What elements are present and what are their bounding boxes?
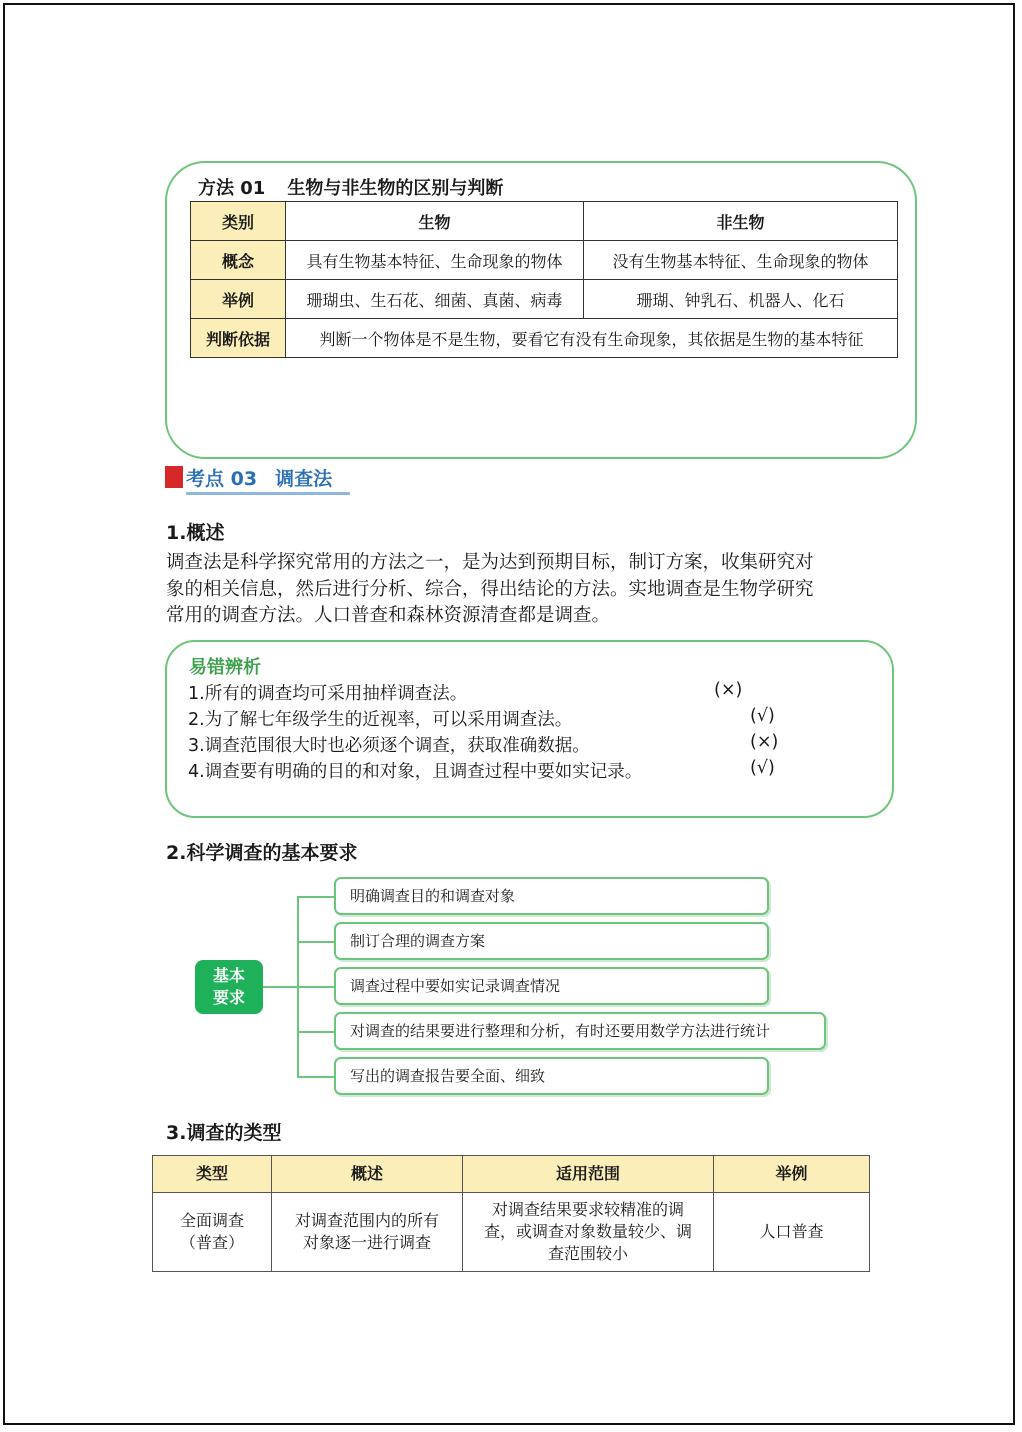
header-category: 类别 <box>191 202 286 241</box>
connector <box>297 941 335 943</box>
mindmap-node: 明确调查目的和调查对象 <box>334 877 769 915</box>
cell-nonbio: 没有生物基本特征、生命现象的物体 <box>584 241 898 280</box>
table-row <box>153 1193 870 1272</box>
paragraph-line: 调查法是科学探究常用的方法之一，是为达到预期目标，制订方案，收集研究对 <box>166 552 814 573</box>
overview-heading: 1.概述 <box>166 522 225 544</box>
cell-line: 对调查范围内的所有 <box>294 1211 439 1230</box>
mindmap-node: 调查过程中要如实记录调查情况 <box>334 967 769 1005</box>
bio-nonbio-table <box>190 201 898 358</box>
method-title-text: 生物与非生物的区别与判断 <box>287 178 504 199</box>
overview-paragraph <box>166 550 866 630</box>
cell-bio: 珊瑚虫、生石花、细菌、真菌、病毒 <box>286 280 584 319</box>
requirements-heading: 2.科学调查的基本要求 <box>166 842 358 864</box>
row-label: 判断依据 <box>191 319 286 358</box>
cell-scope <box>463 1193 714 1272</box>
section-title-text: 调查法 <box>275 468 333 490</box>
method-title <box>198 174 525 200</box>
header-scope: 适用范围 <box>463 1156 714 1193</box>
header-desc: 概述 <box>272 1156 463 1193</box>
table-row <box>191 319 898 358</box>
method-number: 方法 01 <box>198 178 266 199</box>
root-line: 基本 <box>212 966 245 985</box>
header-bio: 生物 <box>286 202 584 241</box>
error-mark: (×) <box>750 732 779 752</box>
connector <box>297 986 335 988</box>
survey-types-table <box>152 1155 870 1272</box>
section-number: 考点 03 <box>186 468 258 490</box>
mindmap-root <box>195 960 263 1014</box>
error-item: 1.所有的调查均可采用抽样调查法。 <box>188 684 468 704</box>
connector <box>297 1031 335 1033</box>
cell-line: 对调查结果要求较精准的调 <box>491 1200 684 1219</box>
connector <box>263 986 299 988</box>
cell-basis: 判断一个物体是不是生物，要看它有没有生命现象，其依据是生物的基本特征 <box>286 319 898 358</box>
cell-line: 查范围较小 <box>547 1244 628 1263</box>
table-row <box>191 241 898 280</box>
section-marker <box>165 466 183 488</box>
cell-line: （普查） <box>179 1233 244 1252</box>
mindmap-node: 对调查的结果要进行整理和分析，有时还要用数学方法进行统计 <box>334 1012 826 1050</box>
cell-type <box>153 1193 272 1272</box>
paragraph-line: 象的相关信息，然后进行分析、综合，得出结论的方法。实地调查是生物学研究 <box>166 578 814 600</box>
table-header-row <box>191 202 898 241</box>
table-row <box>191 280 898 319</box>
connector <box>297 1076 335 1078</box>
mindmap-node: 制订合理的调查方案 <box>334 922 769 960</box>
error-mark: (√) <box>750 706 775 726</box>
root-line: 要求 <box>212 988 245 1007</box>
error-item: 4.调查要有明确的目的和对象，且调查过程中要如实记录。 <box>188 762 643 782</box>
error-mark: (√) <box>750 758 775 778</box>
cell-example: 人口普查 <box>714 1193 870 1272</box>
error-item: 3.调查范围很大时也必须逐个调查，获取准确数据。 <box>188 736 590 756</box>
section-title <box>186 464 350 495</box>
cell-line: 查，或调查对象数量较少、调 <box>483 1222 692 1241</box>
mindmap-node: 写出的调查报告要全面、细致 <box>334 1057 769 1095</box>
cell-desc <box>272 1193 463 1272</box>
error-analysis-title: 易错辨析 <box>189 657 261 678</box>
header-type: 类型 <box>153 1156 272 1193</box>
error-item: 2.为了解七年级学生的近视率，可以采用调查法。 <box>188 710 573 730</box>
row-label: 概念 <box>191 241 286 280</box>
row-label: 举例 <box>191 280 286 319</box>
types-heading: 3.调查的类型 <box>166 1122 282 1144</box>
header-nonbio: 非生物 <box>584 202 898 241</box>
cell-line: 全面调查 <box>179 1211 244 1230</box>
header-example: 举例 <box>714 1156 870 1193</box>
error-mark: (×) <box>714 680 743 700</box>
connector <box>297 896 335 898</box>
cell-line: 对象逐一进行调查 <box>302 1233 431 1252</box>
paragraph-line: 常用的调查方法。人口普查和森林资源清查都是调查。 <box>166 605 611 626</box>
cell-bio: 具有生物基本特征、生命现象的物体 <box>286 241 584 280</box>
table-header-row <box>153 1156 870 1193</box>
cell-nonbio: 珊瑚、钟乳石、机器人、化石 <box>584 280 898 319</box>
